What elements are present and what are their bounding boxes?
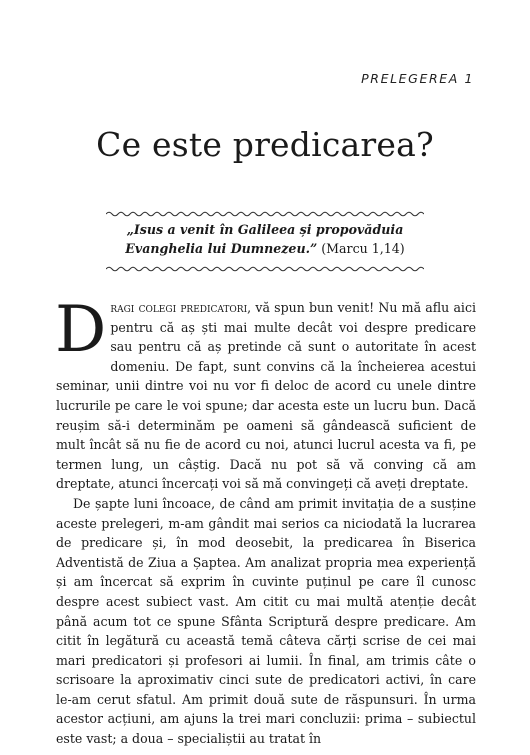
running-header: PRELEGEREA 1 — [361, 71, 474, 86]
epigraph — [100, 220, 430, 258]
body-text — [55, 293, 476, 749]
ornament-wave-top — [106, 210, 424, 218]
paragraph-1 — [55, 293, 476, 494]
drop-cap: D — [55, 293, 107, 367]
chapter-title: Ce este predicarea? — [96, 125, 434, 164]
paragraph-1-text: , vă spun bun venit! Nu mă aflu aici pentru că aș ști mai multe decât voi despre predicare sau pentru că aș pretinde că sunt o autoritate în acest domeniu. De fapt, sunt convins că la încheierea acestui seminar, unii dintre voi nu vor fi deloc de acord cu unele dintre lucrurile pe care le voi spune; dar acesta este un lucru bun. Dacă reușim să-i determinăm pe oameni să gândească suficient de mult încât să nu fie de acord cu noi, atunci lucrul acesta va fi, pe termen lung, un câștig. Dacă nu pot să vă conving că am dreptate, atunci încercați voi să mă convingeți că aveți dreptate. — [56, 300, 476, 492]
epigraph-quote: „Isus a venit în Galileea și propovăduia Evanghelia lui Dumnezeu.” — [125, 222, 404, 256]
ornament-wave-bottom — [106, 265, 424, 273]
epigraph-reference: (Marcu 1,14) — [317, 241, 405, 256]
lead-in: ragi colegi predicatori — [110, 300, 248, 315]
paragraph-2: De șapte luni încoace, de când am primit invitația de a susține aceste prelegeri, m-am gândit mai serios ca niciodată la lucrarea de predicare și, în mod deosebit, la predicarea în Biserica Adventistă de Ziua a Șaptea. Am analizat propria mea experiență și am încercat să exprim în cuvinte puținul pe care îl cunosc despre acest subiect vast. Am citit cu mai multă atenție decât până acum tot ce spune Sfânta Scriptură despre predicare. Am citit în legătură cu această temă câteva cărți scrise de cei mai mari predicatori și profesori ai lumii. În final, am trimis câte o scrisoare la aproximativ cinci sute de predicatori activi, în care le-am cerut sfatul. Am primit două sute de răspunsuri. În urma acestor acțiuni, am ajuns la trei mari concluzii: prima – subiectul este vast; a doua – specialiștii au tratat în — [56, 495, 476, 747]
